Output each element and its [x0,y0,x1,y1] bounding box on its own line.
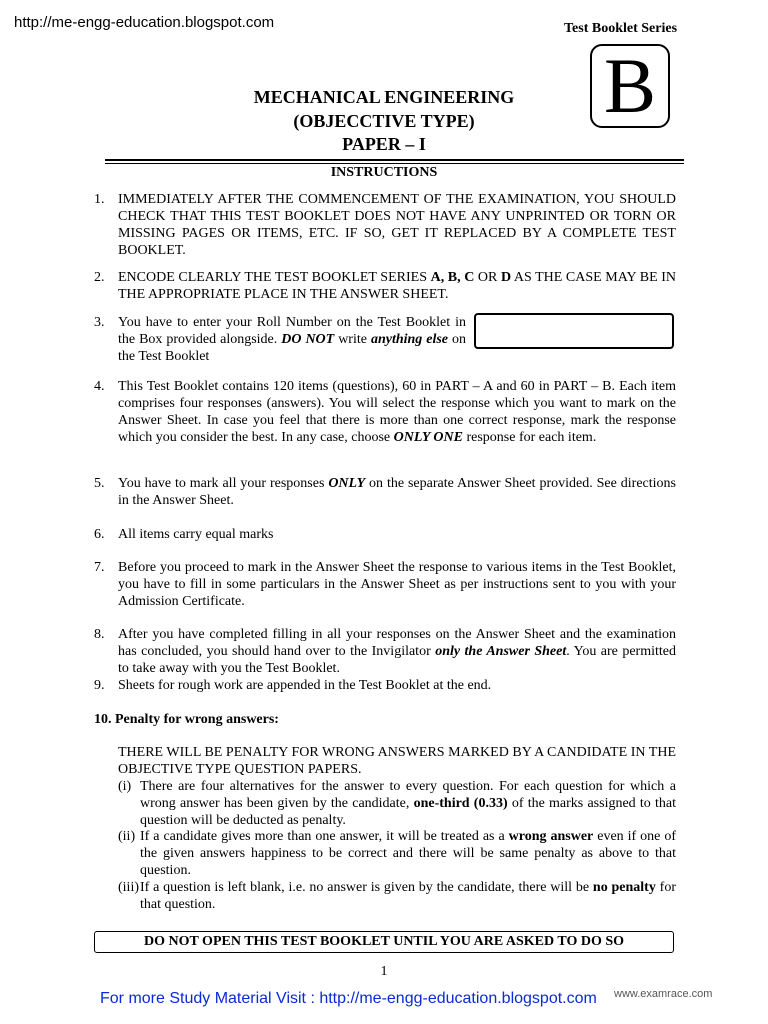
series-letter: B [603,42,657,129]
footer-study-material-link[interactable]: For more Study Material Visit : http://me-engg-education.blogspot.com [100,990,597,1007]
top-url-link[interactable]: http://me-engg-education.blogspot.com [14,14,275,31]
rule-text: If a question is left blank, i.e. no answer is given by the candidate, there will be no penalty for that question. [140,880,677,912]
item-number: 3. [94,315,105,330]
divider-thick [105,159,684,161]
exam-title: MECHANICAL ENGINEERING [253,87,515,107]
item-number: 8. [94,627,105,642]
item-number: 5. [94,476,105,491]
divider-thin [105,163,684,164]
instructions-heading: INSTRUCTIONS [330,165,438,180]
item-number: 9. [94,678,105,693]
item-text: This Test Booklet contains 120 items (questions), 60 in PART – A and 60 in PART – B. Each item comprises four responses (answers). You will select the response which you want to mark on the Answer Sheet. In case you feel that there is more than one correct response, mark the response which you consider the best. In any case, choose ONLY ONE response for each item. [118,379,676,445]
rule-label: (i) [118,779,132,794]
item-text: You have to mark all your responses ONLY on the separate Answer Sheet provided. See directions in the Answer Sheet. [118,476,676,508]
item-number: 7. [94,560,105,575]
paper-number: PAPER – I [342,134,426,154]
item-text: Before you proceed to mark in the Answer Sheet the response to various items in the Test Booklet, you have to fill in some particulars in the Answer Sheet as per instructions sent to you with your Admission Certificate. [118,560,676,609]
item-text: After you have completed filling in all your responses on the Answer Sheet and the examination has concluded, you should hand over to the Invigilator only the Answer Sheet. You are permitted to take away with you the Test Booklet. [118,627,676,676]
roll-number-box[interactable] [474,313,674,349]
item-number: 2. [94,270,105,285]
item-text: You have to enter your Roll Number on the Test Booklet in the Box provided alongside. DO NOT write anything else on the Test Booklet [118,315,467,364]
item-number: 4. [94,379,105,394]
item-text: Sheets for rough work are appended in the Test Booklet at the end. [118,678,492,693]
rule-text: If a candidate gives more than one answer, it will be treated as a wrong answer even if one of the given answers happiness to be correct and there will be same penalty as above to that question. [140,829,676,878]
test-booklet-series-label: Test Booklet Series [564,21,678,36]
item-number: 1. [94,192,105,207]
exam-type: (OBJECCTIVE TYPE) [293,111,475,131]
rule-text: There are four alternatives for the answer to every question. For each question for which a wrong answer has been given by the candidate, one-third (0.33) of the marks assigned to that question will be deducted as penalty. [140,779,676,828]
rule-label: (iii) [118,880,139,895]
item-text: All items carry equal marks [118,527,274,542]
penalty-heading: 10. Penalty for wrong answers: [94,712,279,727]
item-text: ENCODE CLEARLY THE TEST BOOKLET SERIES A, B, C OR D AS THE CASE MAY BE IN THE APPROPRIATE PLACE IN THE ANSWER SHEET. [118,270,676,302]
penalty-intro: THERE WILL BE PENALTY FOR WRONG ANSWERS MARKED BY A CANDIDATE IN THE OBJECTIVE TYPE QUESTION PAPERS. [118,745,676,777]
series-letter-box [590,44,670,128]
item-text: IMMEDIATELY AFTER THE COMMENCEMENT OF THE EXAMINATION, YOU SHOULD CHECK THAT THIS TEST BOOKLET DOES NOT HAVE ANY UNPRINTED OR TORN OR MISSING PAGES OR ITEMS, ETC. IF SO, GET IT REPLACED BY A COMPLETE TEST BOOKLET. [118,192,676,258]
page-number: 1 [380,964,388,979]
do-not-open-warning: DO NOT OPEN THIS TEST BOOKLET UNTIL YOU ARE ASKED TO DO SO [94,931,674,953]
examrace-watermark: www.examrace.com [614,988,713,1000]
rule-label: (ii) [118,829,136,844]
item-number: 6. [94,527,105,542]
